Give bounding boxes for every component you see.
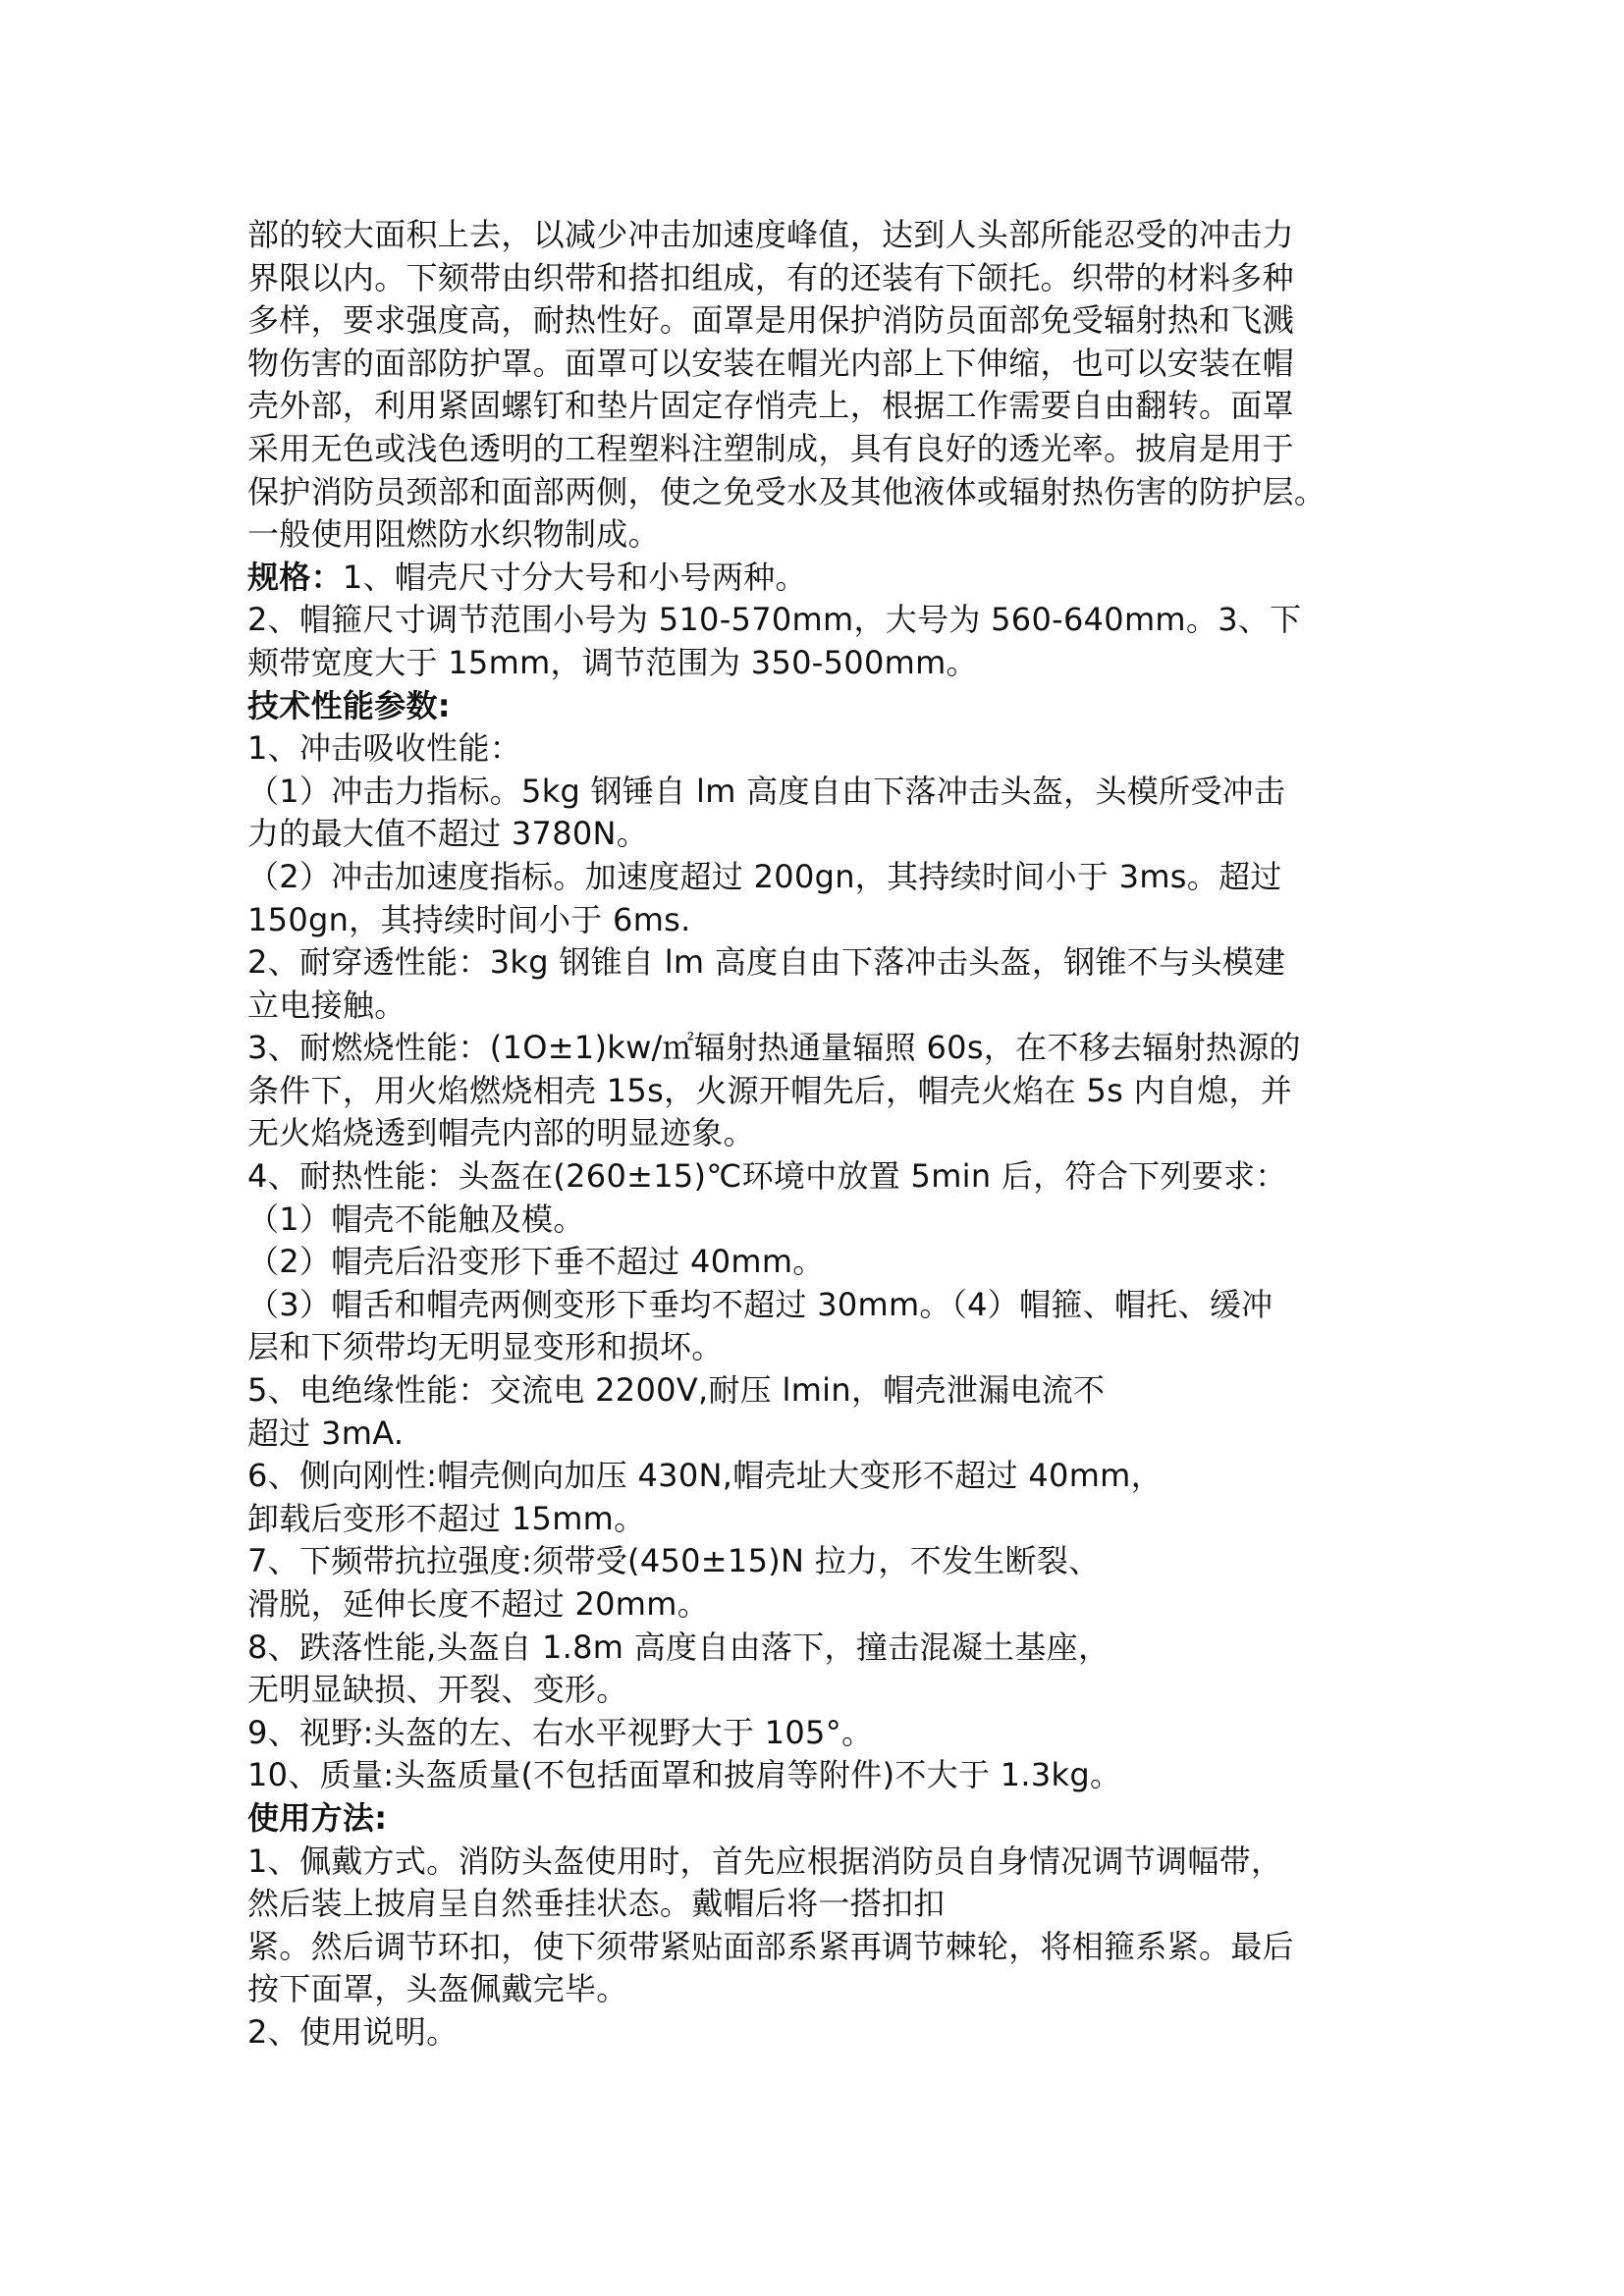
line-text: （1）冲击力指标。5kg 钢锤自 lm 高度自由下落冲击头盔，头模所受冲击 — [247, 772, 1286, 810]
text-line — [247, 1413, 1406, 1456]
text-line — [247, 599, 1406, 642]
text-line — [247, 985, 1406, 1028]
text-line — [247, 1070, 1406, 1113]
text-line — [247, 513, 1406, 557]
text-line — [247, 1926, 1406, 1969]
line-text: 1、佩戴方式。消防头盔使用时，首先应根据消防员自身情况调节调幅带， — [247, 1842, 1283, 1880]
section-heading: 技术性能参数: — [247, 686, 451, 724]
line-text: 150gn，其持续时间小于 6ms. — [247, 900, 691, 938]
text-line — [247, 1754, 1406, 1797]
text-line — [247, 2011, 1406, 2055]
section-heading: 使用方法: — [247, 1798, 388, 1837]
text-line — [247, 941, 1406, 985]
line-text: 卸载后变形不超过 15mm。 — [247, 1499, 646, 1537]
text-line — [247, 1627, 1406, 1670]
line-text: 6、侧向刚性:帽壳侧向加压 430N,帽壳址大变形不超过 40mm， — [247, 1457, 1163, 1495]
text-line — [247, 1883, 1406, 1926]
line-text: 1、冲击吸收性能： — [247, 729, 522, 768]
text-line — [247, 1968, 1406, 2011]
text-line — [247, 1583, 1406, 1627]
line-text: 1、帽壳尺寸分大号和小号两种。 — [342, 558, 807, 596]
text-line — [247, 1155, 1406, 1199]
text-line — [247, 257, 1406, 300]
text-line — [247, 1669, 1406, 1712]
text-line — [247, 1712, 1406, 1755]
line-text: 7、下频带抗拉强度:须带受(450±15)N 拉力，不发生断裂、 — [247, 1542, 1101, 1580]
text-line — [247, 1498, 1406, 1541]
line-text: 无明显缺损、开裂、变形。 — [247, 1671, 628, 1709]
line-text: 5、电绝缘性能：交流电 2200V,耐压 lmin，帽壳泄漏电流不 — [247, 1371, 1106, 1410]
line-text: 超过 3mA. — [247, 1414, 405, 1452]
section-heading-line — [247, 557, 1406, 600]
section-heading-line — [247, 1797, 1406, 1841]
line-text: 层和下须带均无明显变形和损坏。 — [247, 1328, 724, 1366]
line-text: 一般使用阻燃防水织物制成。 — [247, 515, 660, 554]
line-text: 3、耐燃烧性能：(1O±1)kw/㎡辐射热通量辐照 60s，在不移去辐射热源的 — [247, 1029, 1301, 1067]
document-page — [247, 214, 1406, 2055]
text-line — [247, 343, 1406, 386]
text-line — [247, 813, 1406, 856]
line-text: 保护消防员颈部和面部两侧，使之免受水及其他液体或辐射热伤害的防护层。 — [247, 472, 1326, 510]
line-text: 滑脱，延伸长度不超过 20mm。 — [247, 1585, 710, 1623]
line-text: （2）帽壳后沿变形下垂不超过 40mm。 — [247, 1243, 825, 1281]
line-text: 物伤害的面部防护罩。面罩可以安装在帽光内部上下伸缩，也可以安装在帽 — [247, 344, 1294, 382]
text-line — [247, 1841, 1406, 1884]
text-line — [247, 1241, 1406, 1284]
text-line — [247, 1369, 1406, 1413]
line-text: 9、视野:头盔的左、右水平视野大于 105°。 — [247, 1713, 874, 1751]
section-heading: 规格： — [247, 558, 343, 596]
text-line — [247, 471, 1406, 514]
text-line — [247, 428, 1406, 471]
text-line — [247, 1326, 1406, 1369]
text-line — [247, 1455, 1406, 1498]
text-line — [247, 856, 1406, 899]
line-text: 立电接触。 — [247, 986, 406, 1024]
line-text: 2、使用说明。 — [247, 2012, 459, 2051]
line-text: 按下面罩，头盔佩戴完毕。 — [247, 1970, 628, 2008]
text-line — [247, 299, 1406, 343]
line-text: （3）帽舌和帽壳两侧变形下垂均不超过 30mm。（4）帽箍、帽托、缓冲 — [247, 1285, 1273, 1323]
line-text: 无火焰烧透到帽壳内部的明显迹象。 — [247, 1114, 755, 1152]
text-line — [247, 899, 1406, 942]
text-line — [247, 1284, 1406, 1327]
line-text: 界限以内。下颏带由织带和搭扣组成，有的还装有下颌托。织带的材料多种 — [247, 258, 1294, 296]
text-line — [247, 1540, 1406, 1583]
line-text: 力的最大值不超过 3780N。 — [247, 815, 649, 853]
line-text: 采用无色或浅色透明的工程塑料注塑制成，具有良好的透光率。披肩是用于 — [247, 429, 1294, 467]
line-text: 8、跌落性能,头盔自 1.8m 高度自由落下，撞击混凝土基座， — [247, 1628, 1110, 1666]
line-text: 壳外部，利用紧固螺钉和垫片固定存悄壳上，根据工作需要自由翻转。面罩 — [247, 387, 1294, 425]
text-line — [247, 385, 1406, 428]
text-line — [247, 642, 1406, 685]
text-line — [247, 1199, 1406, 1242]
line-text: 部的较大面积上去，以减少冲击加速度峰值，达到人头部所能忍受的冲击力 — [247, 216, 1294, 253]
line-text: 多样，要求强度高，耐热性好。面罩是用保护消防员面部免受辐射热和飞溅 — [247, 301, 1294, 340]
text-line — [247, 1112, 1406, 1155]
text-line — [247, 1027, 1406, 1070]
text-line — [247, 727, 1406, 771]
section-heading-line — [247, 685, 1406, 728]
line-text: 然后装上披肩呈自然垂挂状态。戴帽后将一搭扣扣 — [247, 1885, 946, 1923]
line-text: 颊带宽度大于 15mm，调节范围为 350-500mm。 — [247, 643, 978, 681]
line-text: 4、耐热性能：头盔在(260±15)℃环境中放置 5min 后，符合下列要求： — [247, 1157, 1287, 1196]
line-text: （2）冲击加速度指标。加速度超过 200gn，其持续时间小于 3ms。超过 — [247, 857, 1282, 895]
line-text: 10、质量:头盔质量(不包括面罩和披肩等附件)不大于 1.3kg。 — [247, 1756, 1122, 1794]
text-line — [247, 771, 1406, 814]
line-text: （1）帽壳不能触及模。 — [247, 1200, 585, 1238]
line-text: 2、帽箍尺寸调节范围小号为 510-570mm，大号为 560-640mm。3、下 — [247, 601, 1302, 639]
text-line — [247, 214, 1406, 257]
line-text: 条件下，用火焰燃烧相壳 15s，火源开帽先后，帽壳火焰在 5s 内自熄，并 — [247, 1071, 1293, 1109]
line-text: 紧。然后调节环扣，使下须带紧贴面部系紧再调节棘轮，将相箍系紧。最后 — [247, 1927, 1294, 1965]
line-text: 2、耐穿透性能：3kg 钢锥自 lm 高度自由下落冲击头盔，钢锥不与头模建 — [247, 943, 1286, 982]
